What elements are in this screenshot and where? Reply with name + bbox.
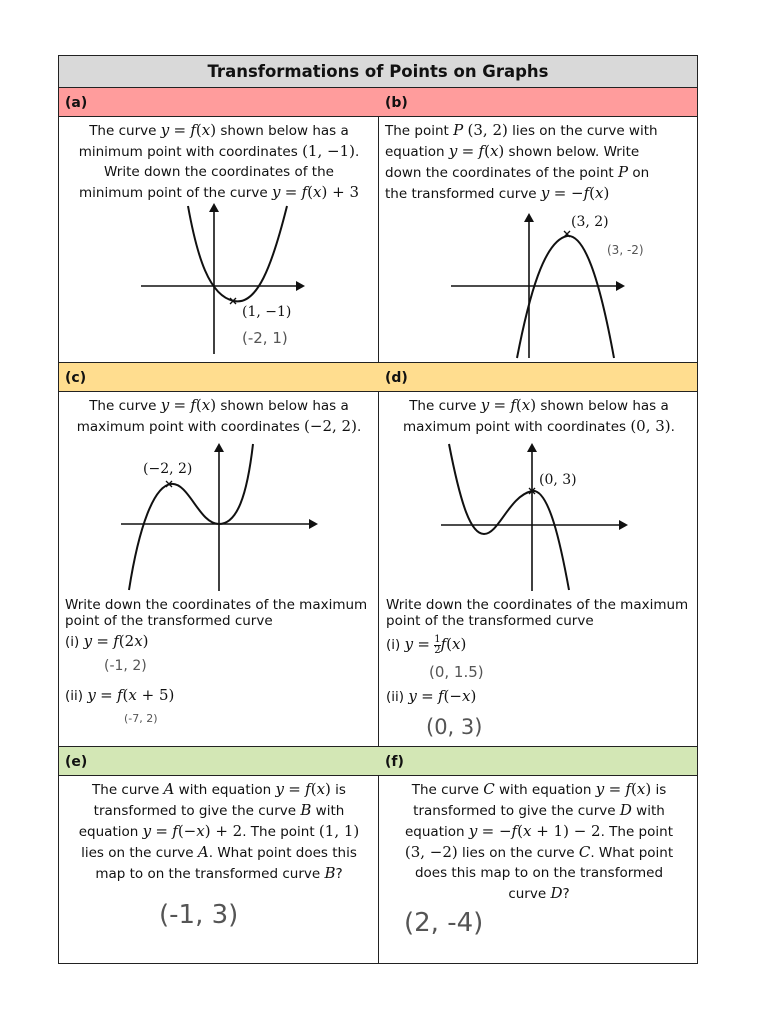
question-c-text: The curve y = f(x) shown below has a maximum point with coordinates (−2, 2). [76,396,362,435]
question-d-text: The curve y = f(x) shown below has a maximum point with coordinates (0, 3). [403,396,675,435]
handwritten-answer-a: (-2, 1) [242,329,288,347]
y-axis-arrow-d [527,443,537,452]
handwritten-answer-b: (3, -2) [607,243,644,257]
point-label-a: (1, −1) [242,304,292,320]
handwritten-answer-d-ii: (0, 3) [426,715,483,739]
question-e-text: The curve A with equation y = f(x) is transformed to give the curve B with equation y = f(−x) + 2. The point (1, 1) lies on the curve A. What point does this map to on the transformed curve B? [78,780,360,882]
worksheet [58,55,698,964]
graph-c [59,436,379,596]
handwritten-answer-e: (-1, 3) [159,900,239,930]
handwritten-c-ii-wrap [119,708,199,728]
header-e: (e) [59,746,379,776]
handwritten-f-wrap [399,899,519,943]
question-d-part-ii: (ii) y = f(−x) [386,687,477,705]
y-axis-arrow-b [524,213,534,222]
handwritten-answer-f: (2, -4) [404,908,484,938]
graph-b [379,206,697,361]
question-c-instructions: Write down the coordinates of the maximum point of the transformed curve [65,597,368,629]
question-f-text: The curve C with equation y = f(x) is transformed to give the curve D with equation y = −f(x + 1) − 2. The point (3, −2) lies on the curve C. What point does this map to on the transformed curve D? [404,780,674,902]
x-axis-arrow-a [296,281,305,291]
header-f: (f) [379,746,697,776]
y-axis-arrow-a [209,203,219,212]
question-d-instructions: Write down the coordinates of the maximum point of the transformed curve [386,597,689,629]
point-label-b: (3, 2) [571,214,609,230]
y-axis-arrow-c [214,443,224,452]
page-title: Transformations of Points on Graphs [59,56,697,89]
header-d: (d) [379,362,697,392]
header-b: (b) [379,87,697,117]
handwritten-e-wrap [154,891,274,935]
point-label-d: (0, 3) [539,472,577,488]
curve-d [449,444,569,590]
handwritten-answer-d-i: (0, 1.5) [429,663,484,681]
x-axis-arrow-b [616,281,625,291]
x-axis-arrow-d [619,520,628,530]
handwritten-d-i-wrap [424,658,514,684]
question-c-part-i: (i) y = f(2x) [65,632,149,650]
graph-d [379,436,697,596]
handwritten-answer-c-i: (-1, 2) [104,658,147,674]
curve-b [517,236,614,358]
graph-a [59,196,379,361]
header-c: (c) [59,362,379,392]
question-c-part-ii: (ii) y = f(x + 5) [65,686,175,704]
question-d-part-i: (i) y = 1 2 f(x) [386,633,467,656]
question-b-text: The point P (3, 2) lies on the curve with equation y = f(x) shown below. Write down the coordinates of the point P on the transformed curve y = −f(x) [385,121,658,202]
curve-a [188,206,287,301]
x-axis-arrow-c [309,519,318,529]
question-a-text: The curve y = f(x) shown below has a minimum point with coordinates (1, −1). Write down the coordinates of the minimum point of the curve y = f(x) + 3 [78,121,360,201]
point-label-c: (−2, 2) [143,461,193,477]
header-a: (a) [59,87,379,117]
handwritten-d-ii-wrap [421,710,511,742]
handwritten-c-i-wrap [99,652,179,676]
handwritten-answer-c-ii: (-7, 2) [124,712,158,725]
